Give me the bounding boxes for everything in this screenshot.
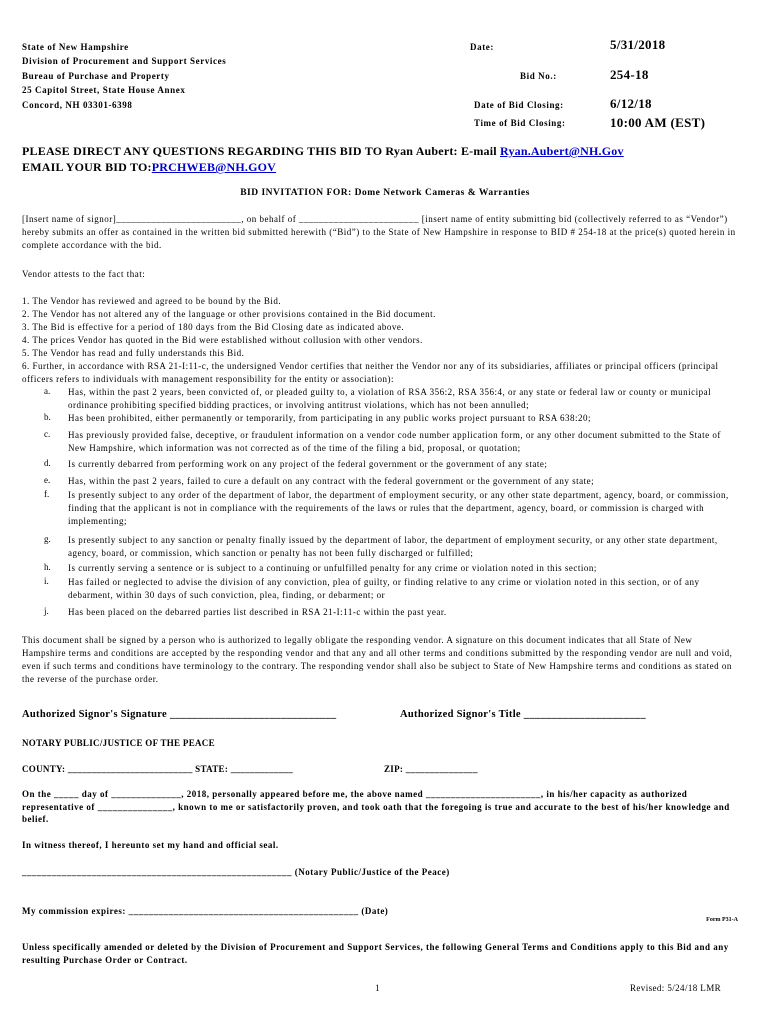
commission-expires-field[interactable]: My commission expires: ______________________________________________ (Date) xyxy=(22,906,389,916)
subitem-marker-d: d. xyxy=(44,458,51,468)
subitem-marker-i: i. xyxy=(44,576,49,586)
bid-no-label: Bid No.: xyxy=(520,71,557,81)
closing-time-value: 10:00 AM (EST) xyxy=(610,115,706,130)
subitem-marker-j: j. xyxy=(44,606,49,616)
email-bid-line xyxy=(22,160,276,175)
closing-date-label: Date of Bid Closing: xyxy=(474,100,564,110)
list-item-5: 5. The Vendor has read and fully understands this Bid. xyxy=(22,348,245,358)
date-label: Date: xyxy=(470,42,494,52)
bid-email-link[interactable]: PRCHWEB@NH.GOV xyxy=(151,160,277,174)
oath-paragraph: On the _____ day of ______________, 2018, personally appeared before me, the above named _______________________, in his/her capacity as authorized representative of _______________, known to me or satisfactorily proven, and took oath that the foregoing is true and accurate to the best of his/her knowledge and belief. xyxy=(22,789,730,824)
list-item-4: 4. The prices Vendor has quoted in the Bid were established without collusion with other vendors. xyxy=(22,335,423,345)
agency-line-2: Division of Procurement and Support Services xyxy=(22,56,227,66)
agency-line-1: State of New Hampshire xyxy=(22,42,129,52)
notary-signature-field[interactable]: ______________________________________________________ (Notary Public/Justice of the Peace) xyxy=(22,867,450,877)
subitem-text-c: Has previously provided false, deceptive, or fraudulent information on a vendor code number application form, or any other document submitted to the State of New Hampshire, which information was not corrected as of the time of the filing a bid, proposal, or quotation; xyxy=(68,430,721,453)
notary-heading: NOTARY PUBLIC/JUSTICE OF THE PEACE xyxy=(22,738,215,748)
subitem-text-j: Has been placed on the debarred parties list described in RSA 21-I:11-c within the past year. xyxy=(68,607,447,617)
subitem-marker-h: h. xyxy=(44,562,51,572)
intro-paragraph: [Insert name of signor]_________________________, on behalf of ________________________ [insert name of entity submitting bid (collectively referred to as “Vendor”) hereby submits an offer as contained in the written bid submitted herewith (“Bid”) to the State of New Hampshire in response to BID # 254-18 at the price(s) quoted herein in complete accordance with the bid. xyxy=(22,214,736,250)
questions-prefix: PLEASE DIRECT ANY QUESTIONS REGARDING THIS BID TO Ryan Aubert: E-mail xyxy=(22,144,501,158)
subitem-text-a: Has, within the past 2 years, been convicted of, or pleaded guilty to, a violation of RSA 356:2, RSA 356:4, or any state or federal law or county or municipal ordinance prohibiting specified bidding practices, or involving antitrust violations, which has not been annulled; xyxy=(68,387,712,410)
county-state-field[interactable]: COUNTY: __________________________ STATE: _____________ xyxy=(22,764,294,774)
subitem-text-e: Has, within the past 2 years, failed to cure a default on any contract with the federal government or the government of any state; xyxy=(68,476,595,486)
subitem-text-b: Has been prohibited, either permanently or temporarily, from participating in any public works project pursuant to RSA 638:20; xyxy=(68,413,592,423)
questions-line xyxy=(22,144,624,159)
subitem-marker-b: b. xyxy=(44,412,51,422)
page-number: 1 xyxy=(375,983,380,993)
signor-title-field[interactable]: Authorized Signor's Title ______________________ xyxy=(400,709,646,720)
list-item-3: 3. The Bid is effective for a period of 180 days from the Bid Closing date as indicated above. xyxy=(22,322,405,332)
signing-paragraph: This document shall be signed by a person who is authorized to legally obligate the responding vendor. A signature on this document indicates that all State of New Hampshire terms and conditions are accepted by the responding vendor and that any and all other terms and conditions submitted by the responding vendor are null and void, even if such terms and conditions have terminology to the contrary. The responding vendor shall also be subject to State of New Hampshire terms and conditions as stated on the reverse of the purchase order. xyxy=(22,635,733,684)
subitem-marker-g: g. xyxy=(44,534,51,544)
bid-title: BID INVITATION FOR: Dome Network Cameras & Warranties xyxy=(240,188,530,198)
date-value: 5/31/2018 xyxy=(610,37,666,52)
list-item-6: 6. Further, in accordance with RSA 21-I:11-c, the undersigned Vendor certifies that neither the Vendor nor any of its subsidiaries, affiliates or principal officers (principal officers refers to individuals with management responsibility for the entity or association): xyxy=(22,361,719,384)
form-id: Form P31-A xyxy=(706,917,738,923)
revised-note: Revised: 5/24/18 LMR xyxy=(630,983,721,993)
list-item-1: 1. The Vendor has reviewed and agreed to be bound by the Bid. xyxy=(22,296,282,306)
general-terms-paragraph: Unless specifically amended or deleted by the Division of Procurement and Support Services, the following General Terms and Conditions apply to this Bid and any resulting Purchase Order or Contract. xyxy=(22,942,729,965)
zip-field[interactable]: ZIP: _______________ xyxy=(384,764,478,774)
subitem-text-h: Is currently serving a sentence or is subject to a continuing or unfulfilled penalty for any crime or violation noted in this section; xyxy=(68,563,597,573)
attests-line: Vendor attests to the fact that: xyxy=(22,269,146,279)
subitem-text-i: Has failed or neglected to advise the division of any conviction, plea of guilty, or finding relative to any crime or violation noted in this section, or of any debarment, within 30 days of such conviction, plea, finding, or debarment; or xyxy=(68,577,700,600)
subitem-text-d: Is currently debarred from performing work on any project of the federal government or the government of any state; xyxy=(68,459,548,469)
email-bid-prefix: EMAIL YOUR BID TO: xyxy=(22,160,152,174)
subitem-marker-e: e. xyxy=(44,475,51,485)
bid-no-value: 254-18 xyxy=(610,67,649,82)
witness-line: In witness thereof, I hereunto set my hand and official seal. xyxy=(22,840,279,850)
closing-date-value: 6/12/18 xyxy=(610,96,652,111)
contact-email-link[interactable]: Ryan.Aubert@NH.Gov xyxy=(500,144,624,158)
agency-line-3: Bureau of Purchase and Property xyxy=(22,71,170,81)
subitem-marker-c: c. xyxy=(44,429,51,439)
closing-time-label: Time of Bid Closing: xyxy=(474,118,566,128)
signor-signature-field[interactable]: Authorized Signor's Signature ______________________________ xyxy=(22,709,337,720)
agency-line-4: 25 Capitol Street, State House Annex xyxy=(22,85,186,95)
subitem-text-g: Is presently subject to any sanction or penalty finally issued by the department of labor, the department of employment security, or any other state department, agency, board, or commission, which sanction or penalty has not been fully discharged or fulfilled; xyxy=(68,535,718,558)
subitem-marker-f: f. xyxy=(44,489,50,499)
subitem-marker-a: a. xyxy=(44,386,51,396)
list-item-2: 2. The Vendor has not altered any of the language or other provisions contained in the Bid document. xyxy=(22,309,436,319)
subitem-text-f: Is presently subject to any order of the department of labor, the department of employment security, or any other state department, agency, board, or commission, finding that the applicant is not in compliance with the requirements of the laws or rules that the department, agency, board, or commission is charged with implementing; xyxy=(68,490,729,526)
agency-line-5: Concord, NH 03301-6398 xyxy=(22,100,133,110)
